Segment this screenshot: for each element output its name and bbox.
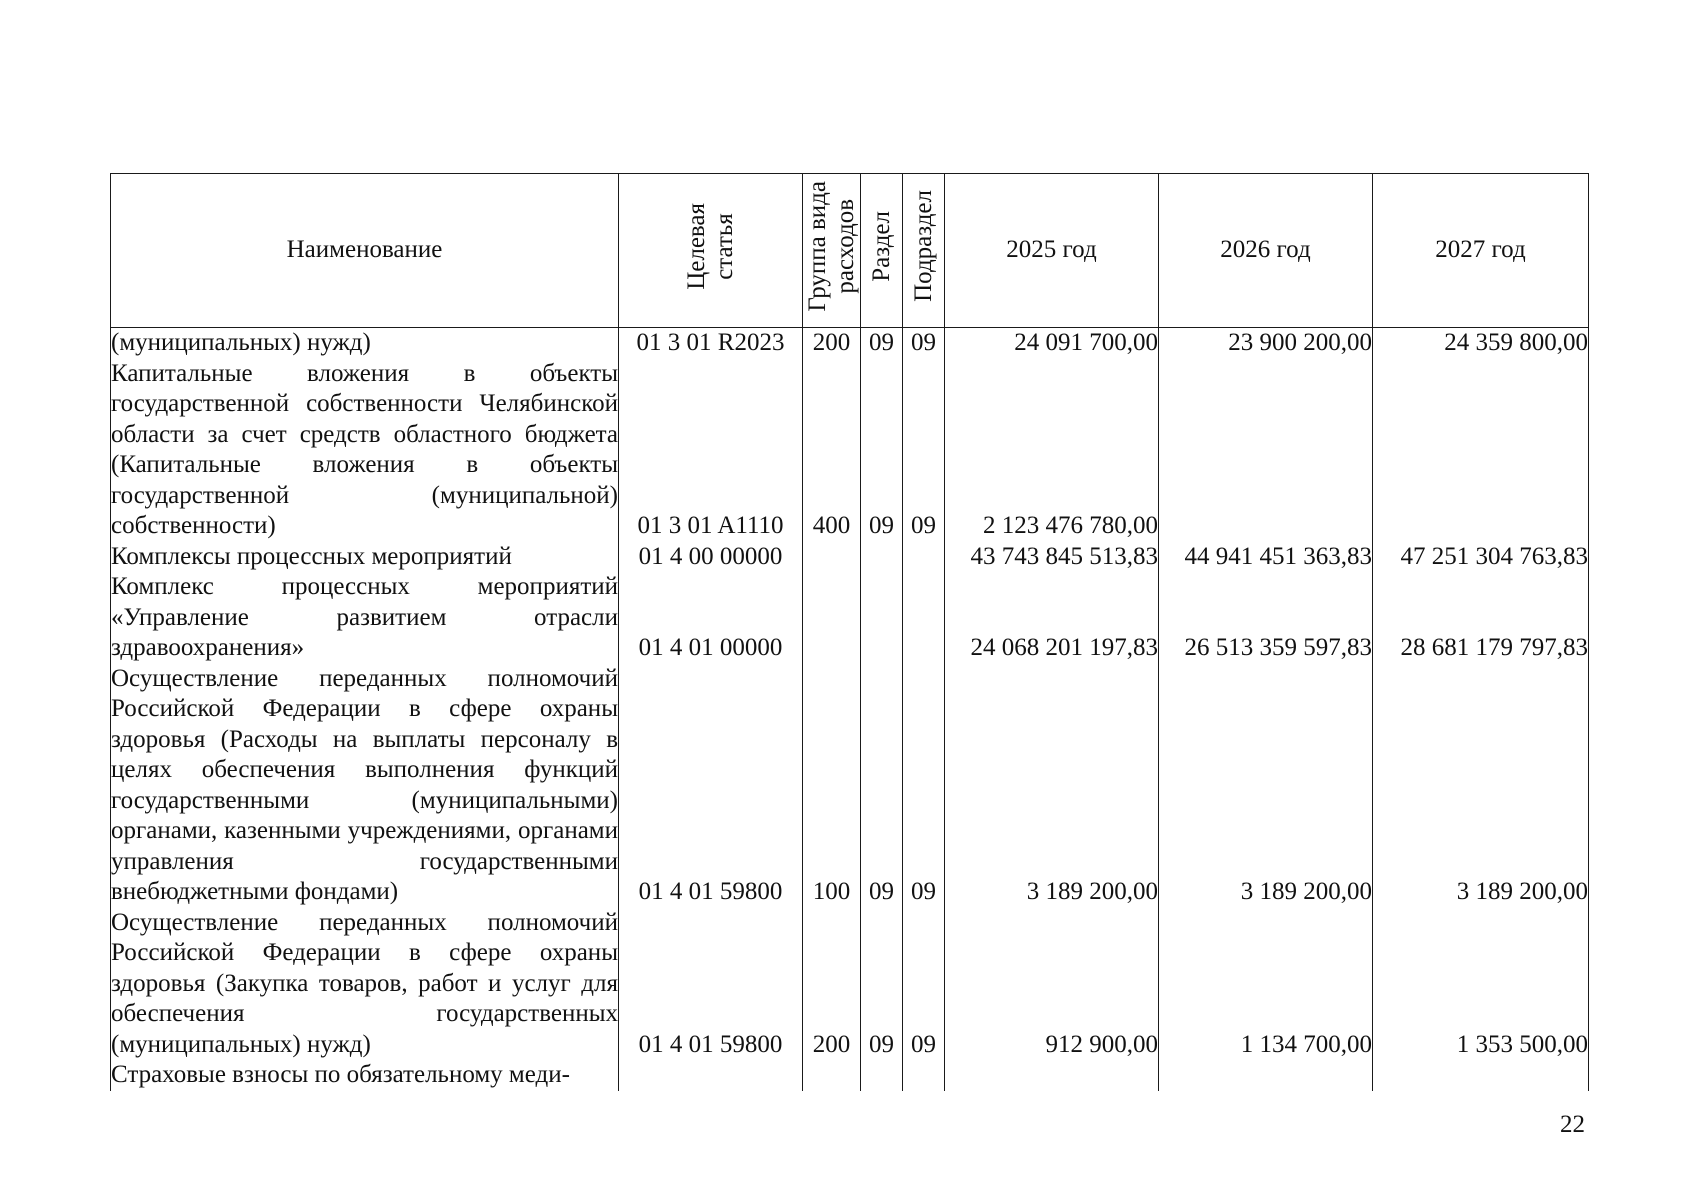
row-name: Страховые взносы по обязательному меди-	[111, 1060, 619, 1091]
header-section-label: Раздел	[867, 210, 895, 282]
table-row	[111, 572, 1589, 664]
header-target-article-label: Целевая статья	[682, 202, 738, 290]
row-section	[861, 1060, 903, 1091]
header-year-2025: 2025 год	[945, 174, 1159, 328]
row-section: 09	[861, 664, 903, 908]
row-name: Комплекс процессных мероприятий «Управление развитием отрасли здравоохранения»	[111, 572, 619, 664]
row-amount-2026: 26 513 359 597,83	[1159, 572, 1373, 664]
row-amount-2025: 24 068 201 197,83	[945, 572, 1159, 664]
row-amount-2027: 28 681 179 797,83	[1373, 572, 1589, 664]
row-amount-2026: 3 189 200,00	[1159, 664, 1373, 908]
row-amount-2025	[945, 1060, 1159, 1091]
row-amount-2027: 3 189 200,00	[1373, 664, 1589, 908]
row-expense-group: 200	[803, 328, 861, 359]
row-amount-2025: 3 189 200,00	[945, 664, 1159, 908]
row-target-article	[619, 1060, 803, 1091]
header-subsection-label: Подраздел	[909, 190, 937, 303]
row-amount-2026	[1159, 1060, 1373, 1091]
table-row	[111, 908, 1589, 1061]
row-name: (муниципальных) нужд)	[111, 328, 619, 359]
header-target-article	[619, 174, 803, 328]
row-section: 09	[861, 328, 903, 359]
table-row	[111, 328, 1589, 359]
row-amount-2025: 2 123 476 780,00	[945, 359, 1159, 542]
row-expense-group	[803, 542, 861, 573]
row-amount-2027	[1373, 359, 1589, 542]
header-subsection	[903, 174, 945, 328]
row-subsection	[903, 1060, 945, 1091]
header-year-2026: 2026 год	[1159, 174, 1373, 328]
row-expense-group	[803, 572, 861, 664]
row-name: Осуществление переданных полномочий Российской Федерации в сфере охраны здоровья (Расходы на выплаты персоналу в целях обеспечения выполнения функций государственными (муниципальными) органами, казенными учреждениями, органами управления государственными внебюджетными фондами)	[111, 664, 619, 908]
row-subsection: 09	[903, 908, 945, 1061]
row-amount-2025: 24 091 700,00	[945, 328, 1159, 359]
row-amount-2025: 43 743 845 513,83	[945, 542, 1159, 573]
row-target-article: 01 3 01 A1110	[619, 359, 803, 542]
row-name: Капитальные вложения в объекты государственной собственности Челябинской области за счет средств областного бюджета (Капитальные вложения в объекты государственной (муниципальной) собственности)	[111, 359, 619, 542]
row-subsection: 09	[903, 328, 945, 359]
row-section	[861, 542, 903, 573]
header-section	[861, 174, 903, 328]
table-row	[111, 542, 1589, 573]
row-amount-2027: 1 353 500,00	[1373, 908, 1589, 1061]
header-expense-group	[803, 174, 861, 328]
table-row	[111, 664, 1589, 908]
row-amount-2027: 47 251 304 763,83	[1373, 542, 1589, 573]
row-target-article: 01 4 00 00000	[619, 542, 803, 573]
row-amount-2025: 912 900,00	[945, 908, 1159, 1061]
row-subsection: 09	[903, 359, 945, 542]
row-expense-group: 200	[803, 908, 861, 1061]
header-row	[111, 174, 1589, 328]
row-name: Осуществление переданных полномочий Российской Федерации в сфере охраны здоровья (Закупка товаров, работ и услуг для обеспечения государственных (муниципальных) нужд)	[111, 908, 619, 1061]
row-section: 09	[861, 359, 903, 542]
row-section: 09	[861, 908, 903, 1061]
table-row	[111, 1060, 1589, 1091]
row-target-article: 01 4 01 59800	[619, 664, 803, 908]
row-section	[861, 572, 903, 664]
row-target-article: 01 4 01 00000	[619, 572, 803, 664]
row-amount-2026: 23 900 200,00	[1159, 328, 1373, 359]
row-subsection	[903, 572, 945, 664]
row-amount-2026: 44 941 451 363,83	[1159, 542, 1373, 573]
row-target-article: 01 3 01 R2023	[619, 328, 803, 359]
row-amount-2026: 1 134 700,00	[1159, 908, 1373, 1061]
row-target-article: 01 4 01 59800	[619, 908, 803, 1061]
row-expense-group	[803, 1060, 861, 1091]
page-number: 22	[1560, 1111, 1585, 1138]
table-row	[111, 359, 1589, 542]
budget-table	[110, 173, 1589, 1091]
row-subsection: 09	[903, 664, 945, 908]
header-year-2027: 2027 год	[1373, 174, 1589, 328]
row-subsection	[903, 542, 945, 573]
row-name: Комплексы процессных мероприятий	[111, 542, 619, 573]
row-amount-2027	[1373, 1060, 1589, 1091]
row-amount-2027: 24 359 800,00	[1373, 328, 1589, 359]
header-expense-group-label: Группа вида расходов	[803, 180, 859, 312]
row-amount-2026	[1159, 359, 1373, 542]
header-name: Наименование	[111, 174, 619, 328]
row-expense-group: 400	[803, 359, 861, 542]
row-expense-group: 100	[803, 664, 861, 908]
